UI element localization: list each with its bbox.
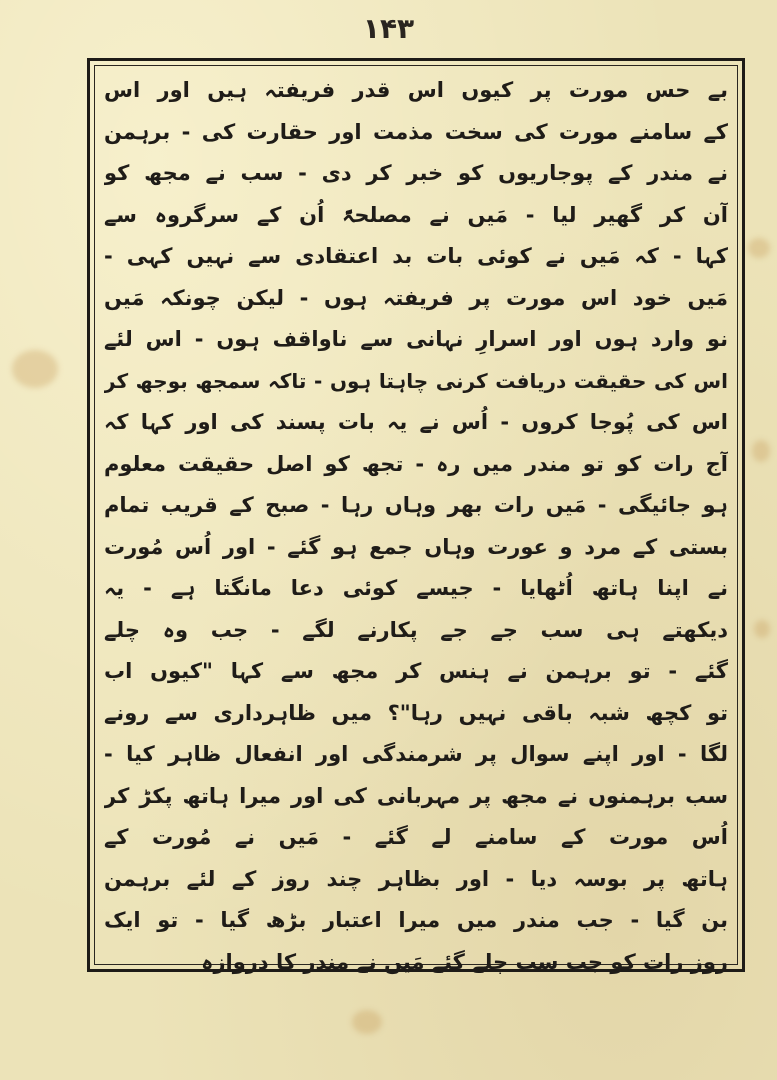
stain-mark (352, 1010, 382, 1034)
text-line: سب برہمنوں نے مجھ پر مہربانی کی اور میرا ہاتھ پکڑ کر (104, 783, 728, 808)
page-number: ۱۴۳ (362, 12, 415, 45)
stain-mark (752, 440, 770, 462)
text-line: ہاتھ پر بوسہ دیا - اور بظاہر چند روز کے لئے برہمن (104, 866, 728, 891)
text-line: تو کچھ شبہ باقی نہیں رہا"؟ میں ظاہرداری سے رونے (104, 700, 728, 725)
text-line: دیکھتے ہی سب جے جے پکارنے لگے - جب وہ چلے (104, 617, 728, 642)
text-line: اس کی پُوجا کروں - اُس نے یہ بات پسند کی اور کہا کہ (104, 410, 728, 434)
stain-mark (12, 350, 58, 388)
text-line: نے مندر کے پوجاریوں کو خبر کر دی - سب نے مجھ کو (104, 161, 728, 185)
text-line: نو وارد ہوں اور اسرارِ نہانی سے ناواقف ہوں - اس لئے (104, 327, 728, 351)
text-line: بن گیا - جب مندر میں میرا اعتبار بڑھ گیا - تو ایک (104, 908, 728, 932)
text-line: بے حس مورت پر کیوں اس قدر فریفتہ ہیں اور اس (104, 78, 728, 102)
text-body (104, 70, 728, 974)
text-line: نے اپنا ہاتھ اُٹھایا - جیسے کوئی دعا مانگتا ہے - یہ (104, 576, 728, 600)
text-line: کے سامنے مورت کی سخت مذمت اور حقارت کی - برہمن (104, 119, 728, 144)
text-line: لگا - اور اپنے سوال پر شرمندگی اور انفعال ظاہر کیا - (104, 742, 728, 766)
text-line: ہو جائیگی - مَیں رات بھر وہاں رہا - صبح کے قریب تمام (104, 493, 728, 517)
text-line: گئے - تو برہمن نے ہنس کر مجھ سے کہا "کیوں اب (104, 659, 728, 683)
text-line: آج رات کو تو مندر میں رہ - تجھ کو اصل حقیقت معلوم (104, 451, 728, 476)
text-line: اس کی حقیقت دریافت کرنی چاہتا ہوں - تاکہ سمجھ بوجھ کر (104, 368, 728, 393)
stain-mark (754, 620, 770, 638)
text-line: بستی کے مرد و عورت وہاں جمع ہو گئے - اور اُس مُورت (104, 534, 728, 559)
text-line: مَیں خود اس مورت پر فریفتہ ہوں - لیکن چونکہ مَیں (104, 285, 728, 310)
text-line: کہا - کہ مَیں نے کوئی بات بد اعتقادی سے نہیں کہی - (104, 244, 728, 268)
text-line: اُس مورت کے سامنے لے گئے - مَیں نے مُورت کے (104, 825, 728, 849)
text-line: روز رات کو جب سب چلے گئے مَیں نے مندر کا دروازہ (201, 949, 728, 974)
stain-mark (748, 238, 770, 258)
text-line: آن کر گھیر لیا - مَیں نے مصلحۃً اُن کے سرگروہ سے (104, 202, 728, 227)
